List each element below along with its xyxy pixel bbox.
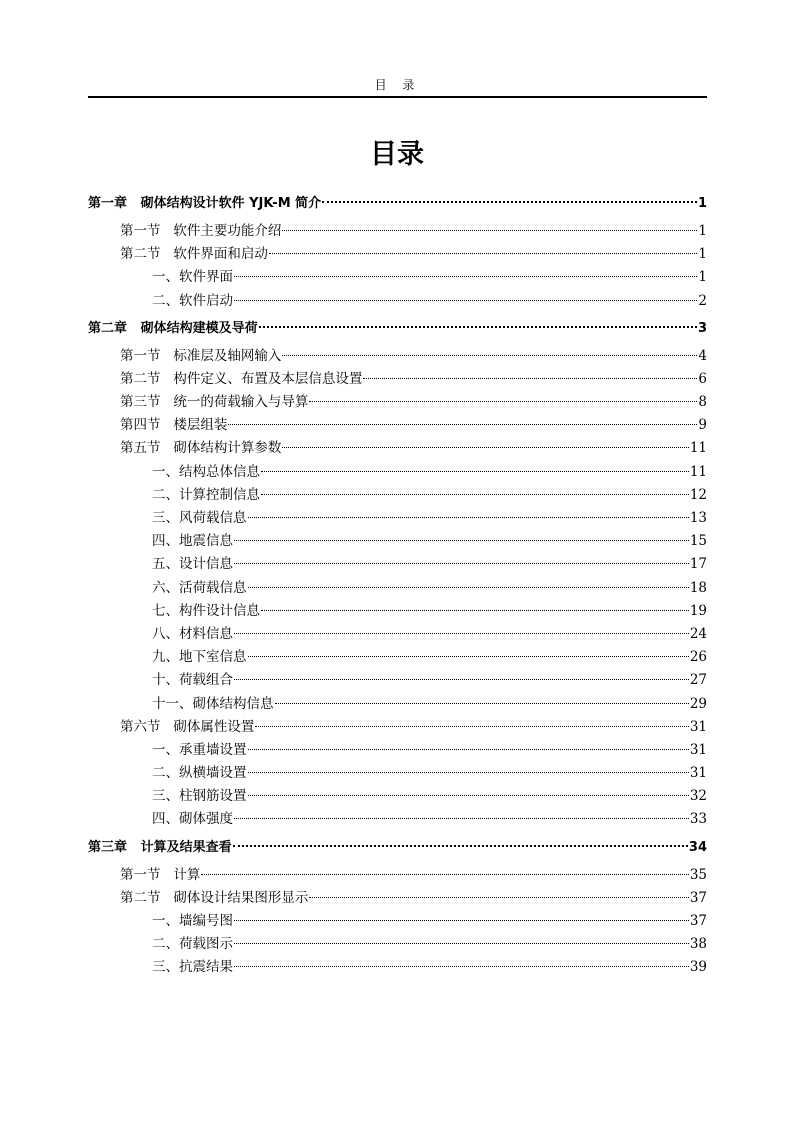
dot-leader [233, 845, 688, 847]
toc-entry-label: 四、地震信息 [152, 533, 233, 550]
toc-entry-page: 6 [698, 370, 707, 387]
dot-leader [248, 772, 689, 773]
dot-leader [248, 587, 689, 588]
toc-entry-label: 第一节 标准层及轴网输入 [120, 347, 282, 364]
toc-entry-sub[interactable] [88, 693, 707, 716]
dot-leader [234, 818, 689, 819]
toc-entry-label: 一、墙编号图 [152, 912, 233, 929]
toc-entry-chapter[interactable] [88, 192, 707, 215]
toc-entry-page: 1 [698, 222, 707, 239]
toc-entry-page: 27 [689, 672, 707, 689]
toc-entry-label: 第一章 砌体结构设计软件 YJK-M 简介 [88, 196, 322, 212]
page-title: 目录 [370, 139, 424, 170]
toc-entry-page: 26 [689, 649, 707, 666]
toc-entry-label: 二、纵横墙设置 [152, 765, 247, 782]
toc-entry-page: 12 [689, 486, 707, 503]
toc-entry-section[interactable] [88, 243, 707, 266]
toc-entry-label: 二、计算控制信息 [152, 486, 260, 503]
toc-entry-label: 第三节 统一的荷载输入与导算 [120, 394, 309, 411]
toc-entry-label: 四、砌体强度 [152, 811, 233, 828]
toc-entry-sub[interactable] [88, 266, 707, 289]
toc-entry-page: 3 [697, 321, 707, 337]
dot-leader [309, 401, 697, 402]
toc-entry-label: 第五节 砌体结构计算参数 [120, 440, 282, 457]
toc-entry-page: 35 [689, 866, 707, 883]
toc-entry-sub[interactable] [88, 577, 707, 600]
toc-entry-page: 13 [689, 510, 707, 526]
toc-entry-sub[interactable] [88, 290, 707, 313]
toc-entry-sub[interactable] [88, 646, 707, 669]
table-of-contents [88, 188, 707, 980]
toc-entry-label: 第二章 砌体结构建模及导荷 [88, 321, 258, 337]
toc-entry-label: 第二节 砌体设计结果图形显示 [120, 889, 309, 906]
toc-entry-section[interactable] [88, 391, 707, 414]
toc-entry-page: 11 [689, 463, 707, 480]
toc-entry-label: 第二节 构件定义、布置及本层信息设置 [120, 370, 363, 387]
toc-entry-label: 十、荷载组合 [152, 672, 233, 689]
toc-entry-label: 三、抗震结果 [152, 959, 233, 976]
toc-entry-label: 三、风荷载信息 [152, 510, 247, 526]
toc-entry-page: 37 [689, 889, 707, 906]
toc-entry-chapter[interactable] [88, 317, 707, 340]
toc-entry-label: 六、活荷载信息 [152, 579, 247, 596]
toc-entry-page: 11 [689, 440, 707, 457]
dot-leader [261, 494, 689, 495]
dot-leader [248, 795, 689, 796]
toc-entry-sub[interactable] [88, 507, 707, 530]
dot-leader [255, 726, 688, 727]
dot-leader [259, 326, 697, 328]
toc-entry-page: 4 [698, 347, 707, 364]
toc-entry-section[interactable] [88, 368, 707, 391]
toc-entry-sub[interactable] [88, 910, 707, 933]
dot-leader [234, 943, 689, 944]
dot-leader [248, 656, 689, 657]
toc-entry-page: 34 [688, 840, 707, 856]
toc-entry-page: 37 [689, 912, 707, 929]
dot-leader [234, 276, 697, 277]
toc-entry-label: 二、软件启动 [152, 292, 233, 309]
toc-entry-sub[interactable] [88, 933, 707, 956]
toc-entry-label: 七、构件设计信息 [152, 602, 260, 619]
toc-entry-label: 十一、砌体结构信息 [152, 695, 274, 712]
toc-entry-page: 31 [689, 718, 707, 735]
dot-leader [322, 201, 697, 203]
toc-entry-page: 18 [689, 579, 707, 596]
toc-entry-label: 第一节 软件主要功能介绍 [120, 222, 282, 239]
dot-leader [261, 610, 689, 611]
toc-entry-page: 9 [698, 417, 707, 434]
toc-entry-sub[interactable] [88, 623, 707, 646]
toc-entry-label: 五、设计信息 [152, 556, 233, 573]
toc-entry-label: 第二节 软件界面和启动 [120, 246, 268, 263]
dot-leader [282, 447, 688, 448]
toc-entry-page: 24 [689, 625, 707, 642]
dot-leader [282, 230, 697, 231]
toc-entry-section[interactable] [88, 864, 707, 887]
toc-entry-sub[interactable] [88, 956, 707, 979]
toc-entry-page: 31 [689, 741, 707, 758]
toc-entry-label: 第六节 砌体属性设置 [120, 718, 255, 735]
dot-leader [234, 300, 697, 301]
toc-entry-section[interactable] [88, 220, 707, 243]
toc-entry-page: 39 [689, 959, 707, 976]
dot-leader [234, 966, 689, 967]
dot-leader [234, 920, 689, 921]
toc-entry-section[interactable] [88, 887, 707, 910]
toc-entry-page: 1 [698, 269, 707, 286]
toc-entry-chapter[interactable] [88, 836, 707, 859]
toc-entry-page: 38 [689, 936, 707, 953]
toc-entry-sub[interactable] [88, 600, 707, 623]
toc-entry-page: 2 [698, 292, 707, 309]
toc-entry-label: 第四节 楼层组装 [120, 417, 228, 434]
toc-entry-page: 29 [689, 695, 707, 712]
dot-leader [234, 540, 689, 541]
toc-entry-page: 1 [697, 196, 707, 212]
toc-entry-sub[interactable] [88, 739, 707, 762]
toc-entry-page: 33 [689, 811, 707, 828]
toc-entry-label: 一、承重墙设置 [152, 741, 247, 758]
toc-entry-page: 15 [689, 533, 707, 550]
toc-entry-sub[interactable] [88, 553, 707, 576]
toc-entry-section[interactable] [88, 437, 707, 460]
toc-entry-label: 一、结构总体信息 [152, 463, 260, 480]
dot-leader [234, 563, 689, 564]
header-rule [88, 96, 707, 98]
dot-leader [234, 633, 689, 634]
dot-leader [201, 874, 688, 875]
toc-entry-page: 32 [689, 788, 707, 805]
toc-entry-sub[interactable] [88, 808, 707, 831]
toc-entry-page: 17 [689, 556, 707, 573]
dot-leader [248, 517, 689, 518]
toc-entry-section[interactable] [88, 345, 707, 368]
toc-entry-sub[interactable] [88, 762, 707, 785]
toc-entry-page: 31 [689, 765, 707, 782]
dot-leader [309, 897, 688, 898]
dot-leader [269, 253, 698, 254]
toc-entry-label: 三、柱钢筋设置 [152, 788, 247, 805]
dot-leader [363, 378, 697, 379]
toc-entry-sub[interactable] [88, 461, 707, 484]
dot-leader [228, 424, 697, 425]
toc-entry-sub[interactable] [88, 484, 707, 507]
toc-entry-section[interactable] [88, 414, 707, 437]
toc-entry-page: 1 [698, 246, 707, 263]
dot-leader [234, 679, 689, 680]
toc-entry-page: 19 [689, 602, 707, 619]
dot-leader [248, 749, 689, 750]
dot-leader [261, 471, 689, 472]
toc-entry-page: 8 [698, 394, 707, 411]
toc-entry-sub[interactable] [88, 669, 707, 692]
dot-leader [275, 703, 689, 704]
toc-entry-sub[interactable] [88, 785, 707, 808]
toc-entry-label: 第三章 计算及结果查看 [88, 840, 232, 856]
toc-entry-label: 二、荷载图示 [152, 936, 233, 953]
toc-entry-sub[interactable] [88, 530, 707, 553]
running-header: 目 录 [374, 78, 421, 92]
toc-entry-label: 九、地下室信息 [152, 649, 247, 666]
toc-entry-label: 八、材料信息 [152, 625, 233, 642]
toc-entry-label: 第一节 计算 [120, 866, 201, 883]
toc-entry-label: 一、软件界面 [152, 269, 233, 286]
dot-leader [282, 355, 697, 356]
toc-entry-section[interactable] [88, 716, 707, 739]
